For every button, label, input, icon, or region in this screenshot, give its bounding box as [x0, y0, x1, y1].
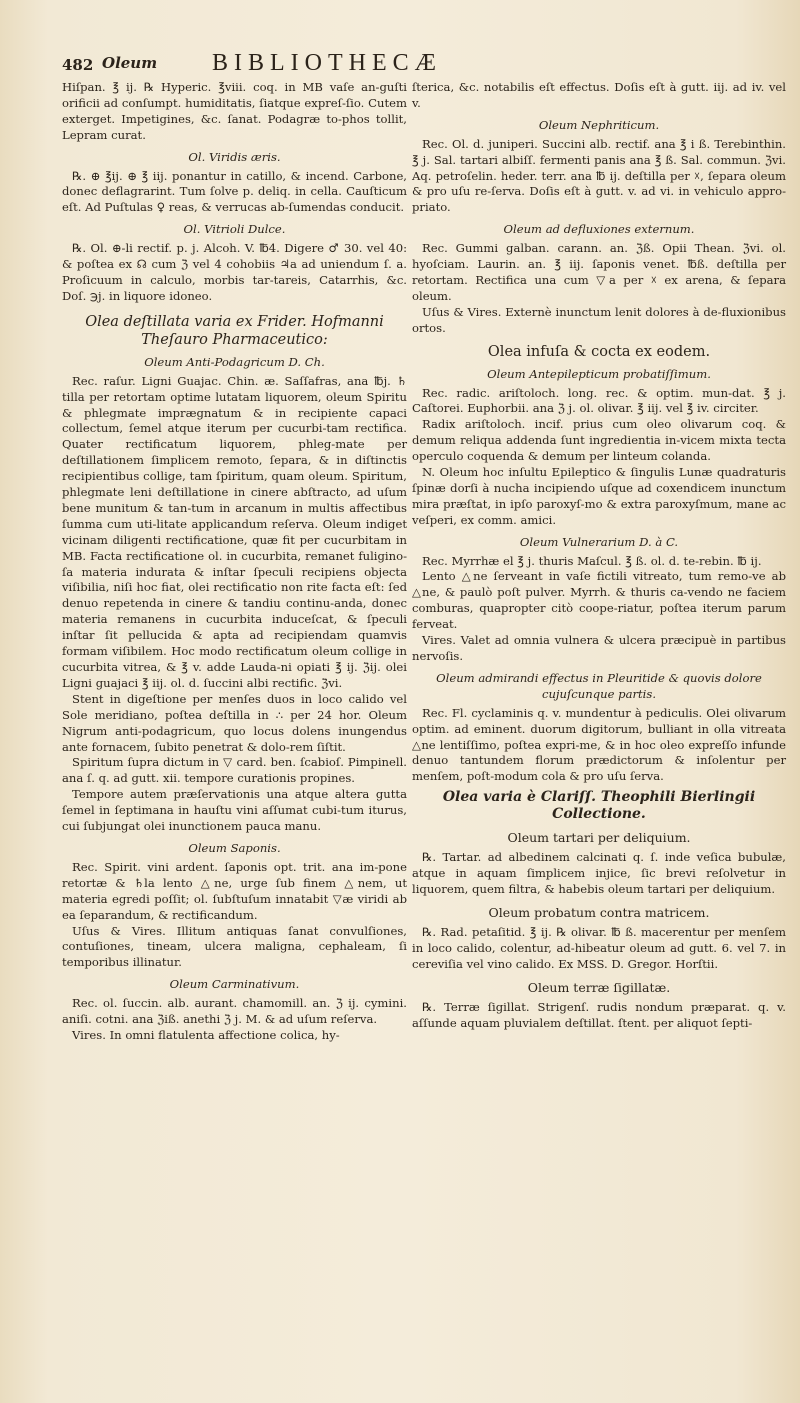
section-heading: Oleum Vulnerarium D. à C.	[519, 534, 679, 549]
section-heading: Ol. Vitrioli Dulce.	[183, 222, 286, 237]
section-heading: Oleum tartari per deliquium.	[507, 830, 691, 846]
paragraph: ℞. Ol. ⊕-li rectif. p. j. Alcoh. V. ℔4. Digere ♂ 30. vel 40: & poſtea ex ☊ cum ℨ vel 4 cohobiis ♃a ad uniendum ſ. a. Proſicuum in calculo, morbis tar-tareis, Catarrhis, &c. Doſ. ℈j. in liquore idoneo.	[62, 241, 407, 303]
paragraph: ℞. Rad. petaſitid. ℥ ij. ℞ olivar. ℔ ß. macerentur per menſem in loco calido, colentur, ad-hibeatur oleum ad gutt. 6. vel 7. in cereviſia vel vino calido. Ex MSS. D. Gregor. Horſtii.	[412, 924, 786, 971]
paragraph: Rec. radic. ariſtoloch. long. rec. & optim. mun-dat. ℥ j. Caſtorei. Euphorbii. ana ℨ j. ol. olivar. ℥ iij. vel ℥ iv. circiter.	[412, 385, 786, 416]
paragraph: Rec. Gummi galban. carann. an. ℨß. Opii Thean. ℨvi. ol. hyoſciam. Laurin. an. ℥ iij. ſaponis venet. ℔ß. deſtilla per retortam. Rectifica una cum ▽a per ☓ ex arena, & ſepara oleum.	[412, 241, 786, 303]
section-heading: Oleum Anti-Podagricum D. Ch.	[144, 354, 325, 369]
right-column	[412, 80, 786, 1032]
section-heading: Oleum admirandi effectus in Pleuritide & quovis dolore cujuſcunque partis.	[436, 670, 762, 701]
section-heading: Ol. Viridis æris.	[188, 149, 281, 164]
paragraph: ſterica, &c. notabilis eſt effectus. Doſis eſt à gutt. iij. ad iv. vel v.	[412, 80, 786, 110]
section-heading: Oleum Saponis.	[188, 840, 281, 855]
section-heading: Oleum Nephriticum.	[538, 117, 660, 132]
paragraph: Rec. Fl. cyclaminis q. v. mundentur à pediculis. Olei olivarum optim. ad eminent. duorum digitorum, bulliant in olla vitreata △ne lentiſſimo, poſtea expri-me, & in hoc oleo expreſſo infunde denuo tantundem florum prædictorum & inſolentur per menſem, poſt-modum cola & pro uſu ſerva.	[412, 705, 786, 784]
paragraph: Vires. Valet ad omnia vulnera & ulcera præcipuè in partibus nervoſis.	[412, 633, 786, 663]
section-heading: Oleum Carminativum.	[169, 977, 300, 992]
section-heading: Olea varia è Clariſſ. Theophili Bierlingii Collectione.	[442, 789, 756, 823]
section-heading: Oleum ad defluxiones externum.	[503, 222, 695, 237]
paragraph: Vires. In omni flatulenta affectione colica, hy-	[72, 1027, 340, 1042]
paragraph: Spiritum ſupra dictum in ▽ card. ben. ſcabioſ. Pimpinell. ana ſ. q. ad gutt. xii. tempore curationis propines.	[62, 755, 407, 786]
paragraph: Rec. Spirit. vini ardent. ſaponis opt. trit. ana im-pone retortæ & ♄la lento △ne, urge ſub finem △nem, ut materia egredi poſſit; ol. ſubſtuſum innatabit ▽æ viridi ab ea ſeparandum, & rectificandum.	[62, 859, 407, 922]
paragraph: ℞. Terræ ſigillat. Strigenſ. rudis nondum præparat. q. v. aſſunde aquam pluvialem deſtillat. ſtent. per aliquot ſepti-	[412, 999, 786, 1030]
section-heading: Oleum Antepilepticum probatiſſimum.	[487, 366, 711, 381]
running-head: Oleum	[102, 54, 158, 72]
left-column	[62, 80, 407, 1044]
paragraph: Tempore autem præſervationis una atque altera gutta ſemel in ſeptimana in hauſtu vini aſſumat cubi-tum iturus, cui ſubjungat olei inunctionem pauca manu.	[62, 787, 407, 834]
paragraph: Rec. ol. ſuccin. alb. aurant. chamomill. an. ℨ ij. cymini. aniſi. cotni. ana ℨiß. anethi ℨ j. M. & ad uſum reſerva.	[62, 996, 407, 1027]
paragraph: Rec. Myrrhæ el ℥ j. thuris Maſcul. ℥ ß. ol. d. te-rebin. ℔ ij.	[422, 553, 762, 568]
section-heading: Oleum terræ ſigillatæ.	[527, 979, 671, 995]
paragraph: Hiſpan. ℥ ij. ℞ Hyperic. ℥viii. coq. in MB vaſe an-guſti orificii ad conſumpt. humiditatis, ſiatque expreſ-ſio. Cutem exterget. Impetigines, &c. ſanat. Podagræ to-phos tollit, Lepram curat.	[62, 80, 407, 142]
paragraph: Rec. Ol. d. juniperi. Succini alb. rectif. ana ℥ i ß. Terebinthin. ℥ j. Sal. tartari albiſſ. fermenti panis ana ℥ ß. Sal. commun. ℨvi. Aq. petroſelin. heder. terr. ana ℔ ij. deſtilla per ☓, ſepara oleum & pro uſu re-ſerva. Doſis eſt à gutt. v. ad vi. in vehiculo appro-priato.	[412, 136, 786, 215]
section-heading: Oleum probatum contra matricem.	[488, 904, 710, 920]
paragraph: Lento △ne ſerveant in vaſe fictili vitreato, tum remo-ve ab △ne, & paulò poſt pulver. Myrrh. & thuris ca-vendo ne faciem comburas, quapropter citò coope-riatur, poſtea iterum parum ferveat.	[412, 569, 786, 632]
paragraph: N. Oleum hoc inſultu Epileptico & ſingulis Lunæ quadraturis ſpinæ dorſi à nucha incipiendo uſque ad coxendicem inunctum mira præſtat, in ipſo paroxyſ-mo & extra paroxyſmum, mane ac veſperi, ex comm. amici.	[412, 465, 786, 527]
running-title: BIBLIOTHECÆ	[212, 50, 442, 76]
page-number: 482	[62, 56, 94, 74]
paragraph: ℞. ⊕ ℥ij. ⊕ ℥ iij. ponantur in catillo, & incend. Carbone, donec deflagrarint. Tum ſolve p. deliq. in cella. Cauſticum eſt. Ad Puſtulas ♀ reas, & verrucas ab-ſumendas conducit.	[62, 168, 407, 215]
section-heading: Olea deſtillata varia ex Frider. Hofmanni Theſauro Pharmaceutico:	[85, 313, 384, 348]
page-header	[62, 50, 782, 78]
paragraph: Stent in digeſtione per menſes duos in loco calido vel Sole meridiano, poſtea deſtilla in ∴ per 24 hor. Oleum Nigrum anti-podagricum, quo locus dolens inungendus ante fornacem, ſubito penetrat & dolo-rem ſiſtit.	[62, 691, 407, 754]
paragraph: Radix ariſtoloch. incif. prius cum oleo olivarum coq. & demum reliqua addenda ſunt ingredientia in-vicem mixta tecta operculo coquenda & demum per linteum colanda.	[412, 417, 786, 464]
paragraph: Uſus & Vires. Illitum antiquas ſanat convulſiones, contuſiones, tineam, ulcera maligna, cephaleam, ſi temporibus illinatur.	[62, 923, 407, 970]
paragraph: ℞. Tartar. ad albedinem calcinati q. ſ. inde veſica bubulæ, atque in aquam ſimplicem injice, ſic brevi reſolvetur in liquorem, quem filtra, & habebis oleum tartari per deliquium.	[412, 850, 786, 897]
paragraph: Uſus & Vires. Externè inunctum lenit dolores à de-fluxionibus ortos.	[412, 304, 786, 335]
section-heading: Olea infuſa & cocta ex eodem.	[487, 343, 711, 360]
paragraph: Rec. raſur. Ligni Guajac. Chin. æ. Saſſafras, ana ℔j. ♄ tilla per retortam optime lutatam liquorem, oleum Spiritu & phlegmate imprægnatum & in recipiente capaci collectum, ſemel atque iterum per cucurbi-tam rectifica. Quater rectificatum liquorem, phleg-mate per deſtillationem ſimplicem remoto, ſepara, & in diſtinctis recipientibus collige, tam ſpiritum, quam oleum. Spiritum, phlegmate leni deſtillatione in cinere abſtracto, ad uſum bene munitum & tan-tum in arcanum in multis affectibus ſumma cum uti-litate applicandum reſerva. Oleum indiget vicinam diligenti rectificatione, quæ fit per cucurbitam in MB. Facta rectificatione ol. in cucurbita, remanet fuligino-ſa materia indurata & inſtar ſpeculi recipiens objecta viſibilia, niſi hoc fiat, olei rectificatio non rite facta eſt: ſed denuo repetenda in cinere & tandiu continu-anda, donec materia remanens in cucurbita induceſcat, & ſpeculi inſtar ſit pellucida & apta ad recipiendam quamvis formam viſibilem. Hoc modo rectificatum oleum collige in cucurbita vitrea, & ℥ v. adde Lauda-ni opiati ℥ ij. ℨij. olei Ligni guajaci ℥ iij. ol. d. ſuccini albi rectific. ℨvi.	[62, 373, 407, 690]
